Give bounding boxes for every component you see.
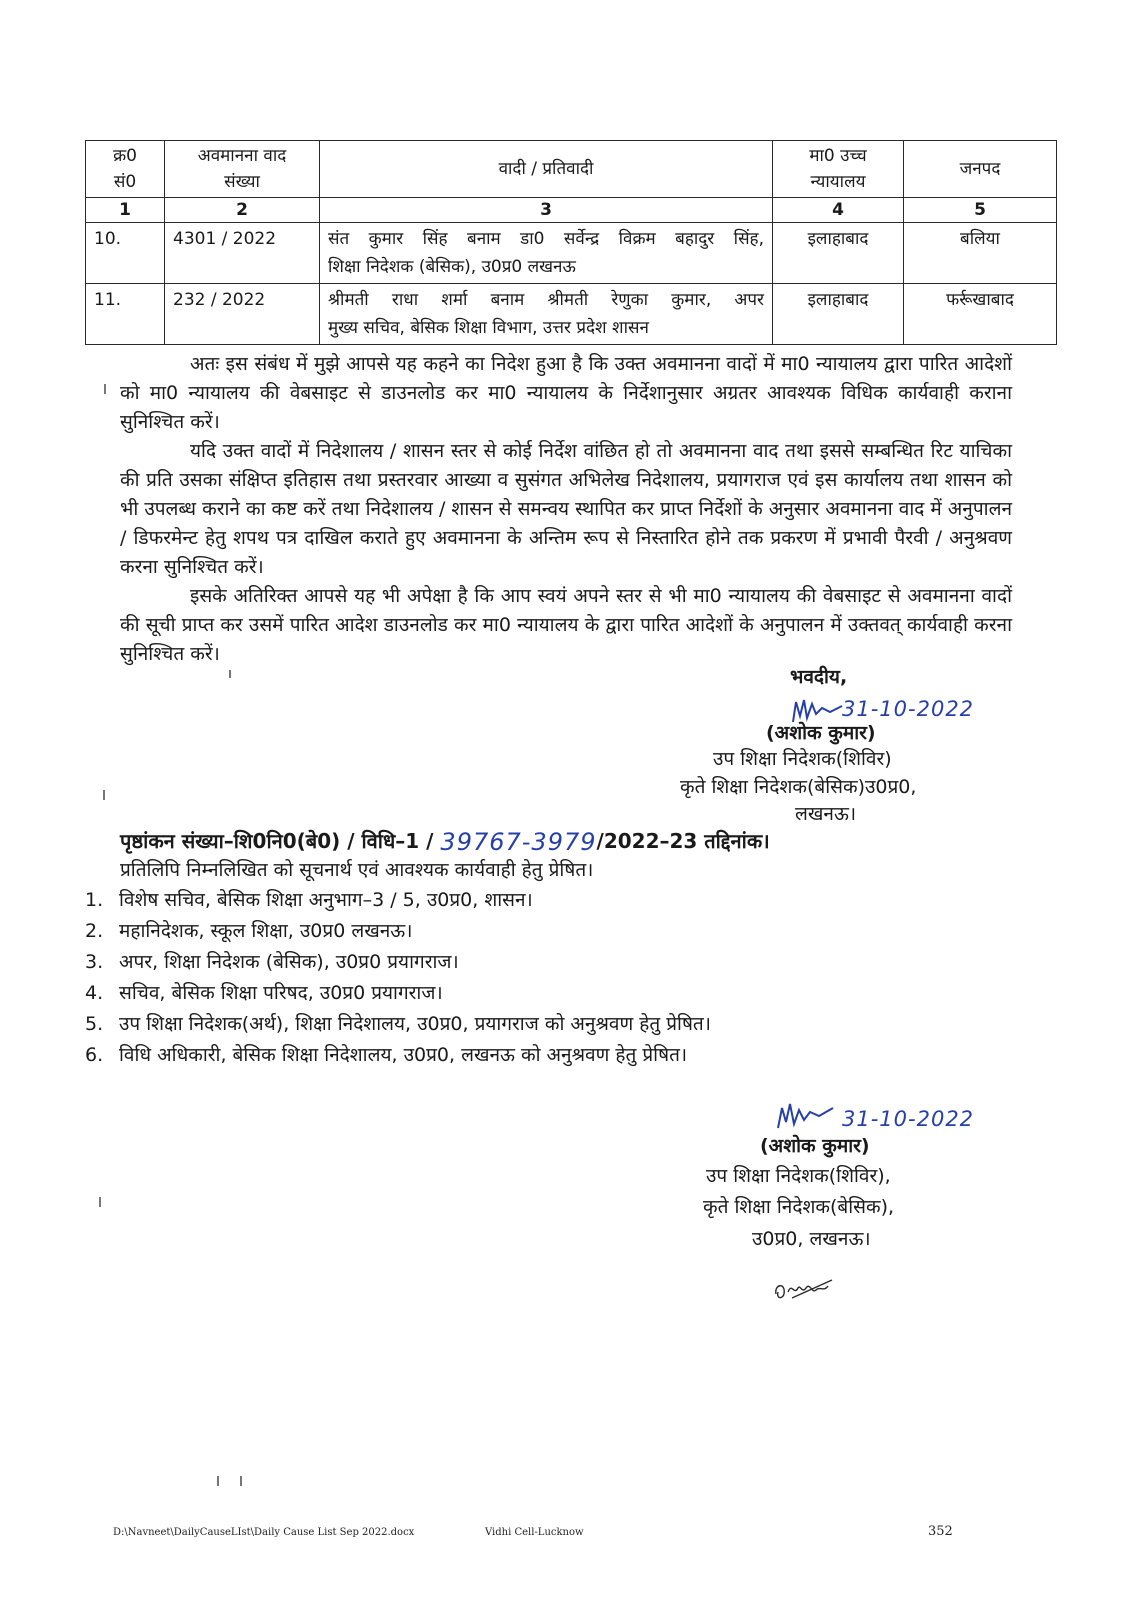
column-number: 5 (904, 198, 1057, 223)
scan-speck (104, 384, 106, 394)
list-item: 5. उप शिक्षा निदेशक(अर्थ), शिक्षा निदेशालय, उ0प्र0, प्रयागराज को अनुश्रवण हेतु प्रेषित। (85, 1013, 711, 1035)
signature-date-1: 31-10-2022 (842, 697, 975, 721)
recipient-list (85, 885, 711, 1071)
copy-forwarded-line: प्रतिलिपि निम्नलिखित को सूचनार्थ एवं आवश्यक कार्यवाही हेतु प्रेषित। (120, 859, 594, 881)
column-number: 3 (320, 198, 773, 223)
list-item: 1. विशेष सचिव, बेसिक शिक्षा अनुभाग–3 / 5, उ0प्र0, शासन। (85, 889, 533, 911)
signatory-name-2: (अशोक कुमार) (760, 1135, 870, 1157)
header-court: मा0 उच्च न्यायालय (773, 141, 904, 198)
handwritten-dispatch-number: 39767-3979 (440, 828, 597, 856)
signatory-on-behalf-1: कृते शिक्षा निदेशक(बेसिक)उ0प्र0, (680, 776, 917, 798)
signatory-on-behalf-2: कृते शिक्षा निदेशक(बेसिक), (703, 1196, 895, 1218)
cell-sno: 11. (86, 284, 165, 345)
initials-scribble (772, 1274, 842, 1304)
cell-district: बलिया (904, 223, 1057, 284)
cell-sno: 10. (86, 223, 165, 284)
scan-speck (229, 670, 231, 678)
cell-case-no: 232 / 2022 (165, 284, 320, 345)
cell-court: इलाहाबाद (773, 223, 904, 284)
header-district: जनपद (904, 141, 1057, 198)
signatory-designation-1: उप शिक्षा निदेशक(शिविर) (713, 748, 892, 770)
list-item: 4. सचिव, बेसिक शिक्षा परिषद, उ0प्र0 प्रयागराज। (85, 982, 443, 1004)
endorsement-number-line: पृष्ठांकन संख्या–शि0नि0(बे0) / विधि–1 / 39767-3979/2022–23 तद्दिनांक। (120, 828, 770, 856)
signatory-city-2: उ0प्र0, लखनऊ। (752, 1228, 871, 1250)
scan-speck (99, 1197, 101, 1207)
contempt-cases-table (85, 140, 1057, 345)
scan-speck (217, 1476, 219, 1486)
cell-district: फर्रूखाबाद (904, 284, 1057, 345)
scan-speck (240, 1476, 242, 1486)
table-header-row (86, 141, 1057, 198)
cell-court: इलाहाबाद (773, 284, 904, 345)
signature-date-2: 31-10-2022 (842, 1107, 975, 1131)
column-number: 2 (165, 198, 320, 223)
cell-parties: संत कुमार सिंह बनाम डा0 सर्वेन्द्र विक्रम बहादुर सिंह, शिक्षा निदेशक (बेसिक), उ0प्र0 लखनऊ (320, 223, 773, 284)
closing-salutation: भवदीय, (790, 666, 848, 688)
header-sno: क्र0 सं0 (86, 141, 165, 198)
scan-speck (103, 790, 105, 800)
column-number: 4 (773, 198, 904, 223)
header-parties: वादी / प्रतिवादी (320, 141, 773, 198)
signatory-designation-2: उप शिक्षा निदेशक(शिविर), (706, 1165, 891, 1187)
body-paragraph-1: अतः इस संबंध में मुझे आपसे यह कहने का निदेश हुआ है कि उक्त अवमानना वादों में मा0 न्यायालय द्वारा पारित आदेशों को मा0 न्यायालय की वेबसाइट से डाउनलोड कर मा0 न्यायालय के निर्देशानुसार अग्रतर आवश्यक विधिक कार्यवाही कराना सुनिश्चित करें। (120, 353, 1012, 433)
table-row (86, 223, 1057, 284)
header-case-no: अवमानना वाद संख्या (165, 141, 320, 198)
cell-case-no: 4301 / 2022 (165, 223, 320, 284)
footer-page-number: 352 (928, 1524, 953, 1539)
body-paragraph-3: इसके अतिरिक्त आपसे यह भी अपेक्षा है कि आप स्वयं अपने स्तर से भी मा0 न्यायालय की वेबसाइट से अवमानना वादों की सूची प्राप्त कर उसमें पारित आदेश डाउनलोड कर मा0 न्यायालय के द्वारा पारित आदेशों के अनुपालन में उक्तवत् कार्यवाही करना सुनिश्चित करें। (120, 585, 1012, 665)
body-paragraph-2: यदि उक्त वादों में निदेशालय / शासन स्तर से कोई निर्देश वांछित हो तो अवमानना वाद तथा इससे सम्बन्धित रिट याचिका की प्रति उसका संक्षिप्त इतिहास तथा प्रस्तरवार आख्या व सुसंगत अभिलेख निदेशालय, प्रयागराज एवं इस कार्यालय तथा शासन को भी उपलब्ध कराने का कष्ट करें तथा निदेशालय / शासन से समन्वय स्थापित कर प्राप्त निर्देशों के अनुसार अवमानना वाद में अनुपालन / डिफरमेन्ट हेतु शपथ पत्र दाखिल कराते हुए अवमानना के अन्तिम रूप से निस्तारित होने तक प्रकरण में प्रभावी पैरवी / अनुश्रवण करना सुनिश्चित करें। (120, 440, 1012, 578)
list-item: 3. अपर, शिक्षा निदेशक (बेसिक), उ0प्र0 प्रयागराज। (85, 951, 459, 973)
table-row (86, 284, 1057, 345)
signature-scribble-2 (775, 1098, 841, 1132)
footer-office: Vidhi Cell-Lucknow (485, 1527, 584, 1538)
footer-file-path: D:\Navneet\DailyCauseLIst\Daily Cause List Sep 2022.docx (113, 1527, 415, 1538)
column-number: 1 (86, 198, 165, 223)
signatory-name-1: (अशोक कुमार) (766, 722, 876, 744)
list-item: 2. महानिदेशक, स्कूल शिक्षा, उ0प्र0 लखनऊ। (85, 920, 413, 942)
cell-parties: श्रीमती राधा शर्मा बनाम श्रीमती रेणुका कुमार, अपर मुख्य सचिव, बेसिक शिक्षा विभाग, उत्तर प्रदेश शासन (320, 284, 773, 345)
column-number-row (86, 198, 1057, 223)
signatory-city-1: लखनऊ। (795, 803, 857, 825)
list-item: 6. विधि अधिकारी, बेसिक शिक्षा निदेशालय, उ0प्र0, लखनऊ को अनुश्रवण हेतु प्रेषित। (85, 1044, 688, 1066)
